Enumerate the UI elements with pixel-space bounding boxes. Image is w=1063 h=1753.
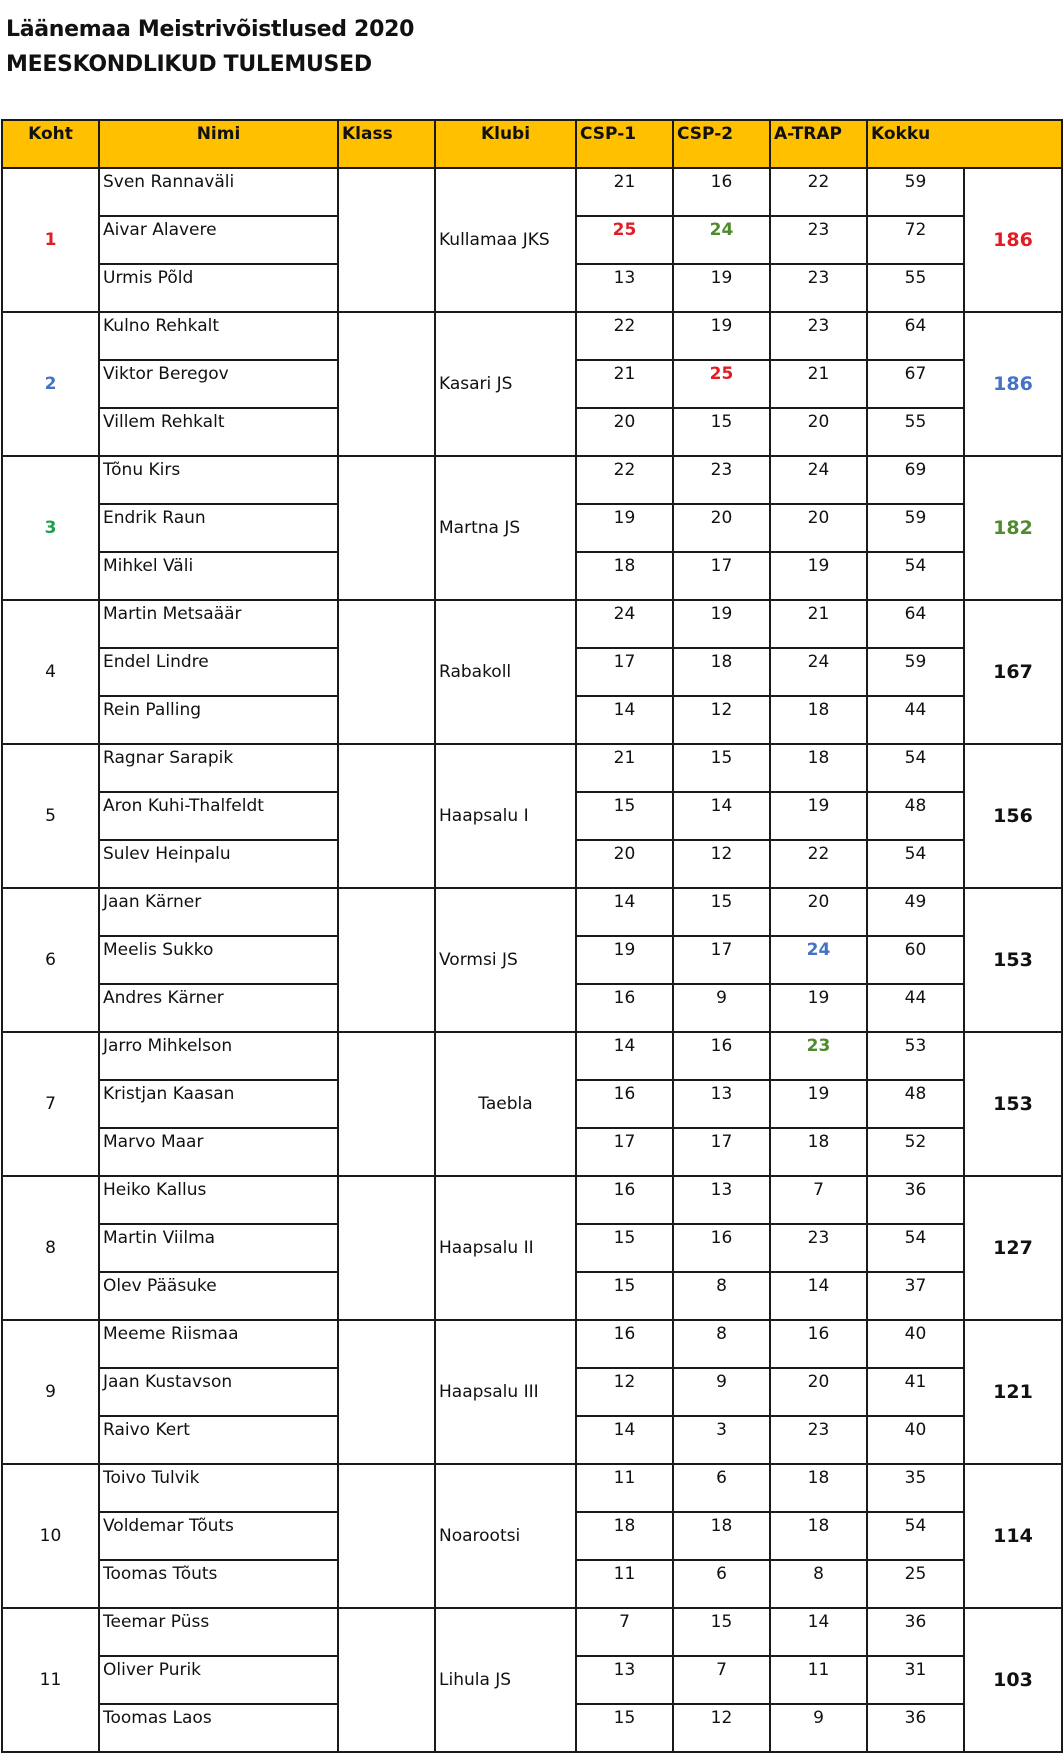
csp2-score: 16 — [673, 1224, 770, 1272]
atrap-score: 21 — [770, 600, 867, 648]
table-row — [2, 1608, 1062, 1656]
csp1-score: 18 — [576, 552, 673, 600]
club-cell: Haapsalu I — [435, 744, 576, 888]
class-cell — [338, 600, 435, 744]
csp2-score: 19 — [673, 264, 770, 312]
atrap-score: 14 — [770, 1608, 867, 1656]
athlete-name: Rein Palling — [99, 696, 338, 744]
athlete-total: 40 — [867, 1320, 964, 1368]
athlete-name: Aron Kuhi-Thalfeldt — [99, 792, 338, 840]
class-cell — [338, 456, 435, 600]
csp1-score: 14 — [576, 888, 673, 936]
table-row — [2, 600, 1062, 648]
csp2-score: 9 — [673, 1368, 770, 1416]
athlete-name: Toomas Tõuts — [99, 1560, 338, 1608]
team-total: 156 — [964, 744, 1062, 888]
athlete-total: 64 — [867, 312, 964, 360]
atrap-score: 23 — [770, 1224, 867, 1272]
athlete-total: 54 — [867, 744, 964, 792]
athlete-name: Ragnar Sarapik — [99, 744, 338, 792]
athlete-total: 40 — [867, 1416, 964, 1464]
athlete-total: 52 — [867, 1128, 964, 1176]
csp1-score: 17 — [576, 648, 673, 696]
athlete-name: Marvo Maar — [99, 1128, 338, 1176]
document-subtitle: MEESKONDLIKUD TULEMUSED — [6, 52, 372, 77]
atrap-score: 23 — [770, 1032, 867, 1080]
team-total: 186 — [964, 312, 1062, 456]
csp1-score: 24 — [576, 600, 673, 648]
athlete-name: Heiko Kallus — [99, 1176, 338, 1224]
athlete-total: 67 — [867, 360, 964, 408]
athlete-total: 55 — [867, 408, 964, 456]
csp2-score: 12 — [673, 1704, 770, 1752]
athlete-total: 48 — [867, 792, 964, 840]
team-total: 153 — [964, 1032, 1062, 1176]
athlete-name: Olev Pääsuke — [99, 1272, 338, 1320]
atrap-score: 19 — [770, 792, 867, 840]
athlete-name: Villem Rehkalt — [99, 408, 338, 456]
club-cell: Noarootsi — [435, 1464, 576, 1608]
class-cell — [338, 744, 435, 888]
csp2-score: 24 — [673, 216, 770, 264]
csp1-score: 15 — [576, 1704, 673, 1752]
atrap-score: 16 — [770, 1320, 867, 1368]
athlete-total: 55 — [867, 264, 964, 312]
csp1-score: 16 — [576, 1080, 673, 1128]
atrap-score: 18 — [770, 1464, 867, 1512]
club-cell: Lihula JS — [435, 1608, 576, 1752]
club-cell: Kasari JS — [435, 312, 576, 456]
athlete-total: 53 — [867, 1032, 964, 1080]
csp2-score: 20 — [673, 504, 770, 552]
csp2-score: 7 — [673, 1656, 770, 1704]
csp1-score: 21 — [576, 744, 673, 792]
csp2-score: 15 — [673, 1608, 770, 1656]
athlete-total: 49 — [867, 888, 964, 936]
csp1-score: 16 — [576, 1320, 673, 1368]
team-total: 103 — [964, 1608, 1062, 1752]
header-row — [2, 120, 1062, 168]
atrap-score: 9 — [770, 1704, 867, 1752]
athlete-name: Jarro Mihkelson — [99, 1032, 338, 1080]
athlete-name: Raivo Kert — [99, 1416, 338, 1464]
club-cell: Haapsalu III — [435, 1320, 576, 1464]
csp2-score: 12 — [673, 840, 770, 888]
place-cell: 7 — [2, 1032, 99, 1176]
atrap-score: 21 — [770, 360, 867, 408]
csp1-score: 16 — [576, 1176, 673, 1224]
csp1-score: 12 — [576, 1368, 673, 1416]
club-cell: Rabakoll — [435, 600, 576, 744]
csp2-score: 3 — [673, 1416, 770, 1464]
csp1-score: 16 — [576, 984, 673, 1032]
class-cell — [338, 1176, 435, 1320]
csp1-score: 19 — [576, 504, 673, 552]
club-cell: Taebla — [435, 1032, 576, 1176]
athlete-total: 48 — [867, 1080, 964, 1128]
class-cell — [338, 1464, 435, 1608]
place-cell: 6 — [2, 888, 99, 1032]
csp2-score: 17 — [673, 936, 770, 984]
class-cell — [338, 1608, 435, 1752]
athlete-name: Martin Viilma — [99, 1224, 338, 1272]
athlete-name: Kristjan Kaasan — [99, 1080, 338, 1128]
csp2-score: 8 — [673, 1272, 770, 1320]
header-nimi: Nimi — [99, 120, 338, 168]
class-cell — [338, 312, 435, 456]
csp2-score: 13 — [673, 1080, 770, 1128]
athlete-total: 36 — [867, 1176, 964, 1224]
team-total: 167 — [964, 600, 1062, 744]
csp2-score: 9 — [673, 984, 770, 1032]
csp1-score: 13 — [576, 1656, 673, 1704]
team-total: 182 — [964, 456, 1062, 600]
atrap-score: 23 — [770, 264, 867, 312]
athlete-total: 69 — [867, 456, 964, 504]
header-csp1: CSP-1 — [576, 120, 673, 168]
csp2-score: 15 — [673, 408, 770, 456]
csp2-score: 6 — [673, 1560, 770, 1608]
csp2-score: 12 — [673, 696, 770, 744]
csp1-score: 21 — [576, 360, 673, 408]
atrap-score: 19 — [770, 1080, 867, 1128]
athlete-total: 59 — [867, 504, 964, 552]
atrap-score: 20 — [770, 888, 867, 936]
header-atrap: A-TRAP — [770, 120, 867, 168]
atrap-score: 18 — [770, 696, 867, 744]
place-cell: 8 — [2, 1176, 99, 1320]
atrap-score: 20 — [770, 1368, 867, 1416]
csp1-score: 25 — [576, 216, 673, 264]
team-total: 153 — [964, 888, 1062, 1032]
athlete-total: 36 — [867, 1704, 964, 1752]
atrap-score: 19 — [770, 984, 867, 1032]
athlete-name: Viktor Beregov — [99, 360, 338, 408]
csp1-score: 11 — [576, 1464, 673, 1512]
table-row — [2, 456, 1062, 504]
atrap-score: 20 — [770, 408, 867, 456]
csp1-score: 22 — [576, 312, 673, 360]
csp1-score: 21 — [576, 168, 673, 216]
place-cell: 11 — [2, 1608, 99, 1752]
athlete-name: Aivar Alavere — [99, 216, 338, 264]
atrap-score: 19 — [770, 552, 867, 600]
table-row — [2, 1320, 1062, 1368]
csp2-score: 13 — [673, 1176, 770, 1224]
athlete-total: 54 — [867, 552, 964, 600]
athlete-total: 54 — [867, 840, 964, 888]
athlete-name: Tõnu Kirs — [99, 456, 338, 504]
athlete-total: 72 — [867, 216, 964, 264]
class-cell — [338, 1032, 435, 1176]
athlete-name: Jaan Kustavson — [99, 1368, 338, 1416]
class-cell — [338, 1320, 435, 1464]
csp2-score: 25 — [673, 360, 770, 408]
csp1-score: 20 — [576, 840, 673, 888]
athlete-name: Sulev Heinpalu — [99, 840, 338, 888]
athlete-name: Andres Kärner — [99, 984, 338, 1032]
atrap-score: 8 — [770, 1560, 867, 1608]
place-cell: 2 — [2, 312, 99, 456]
athlete-total: 35 — [867, 1464, 964, 1512]
atrap-score: 11 — [770, 1656, 867, 1704]
table-row — [2, 744, 1062, 792]
csp1-score: 17 — [576, 1128, 673, 1176]
csp1-score: 14 — [576, 1416, 673, 1464]
csp1-score: 7 — [576, 1608, 673, 1656]
athlete-name: Jaan Kärner — [99, 888, 338, 936]
club-cell: Haapsalu II — [435, 1176, 576, 1320]
athlete-name: Kulno Rehkalt — [99, 312, 338, 360]
csp2-score: 18 — [673, 1512, 770, 1560]
table-row — [2, 1032, 1062, 1080]
csp1-score: 14 — [576, 696, 673, 744]
class-cell — [338, 168, 435, 312]
csp1-score: 15 — [576, 1272, 673, 1320]
athlete-name: Urmis Põld — [99, 264, 338, 312]
atrap-score: 24 — [770, 648, 867, 696]
atrap-score: 23 — [770, 216, 867, 264]
atrap-score: 20 — [770, 504, 867, 552]
csp2-score: 14 — [673, 792, 770, 840]
csp1-score: 15 — [576, 792, 673, 840]
csp1-score: 11 — [576, 1560, 673, 1608]
club-cell: Martna JS — [435, 456, 576, 600]
athlete-total: 25 — [867, 1560, 964, 1608]
table-row — [2, 168, 1062, 216]
header-kokku: Kokku — [867, 120, 1062, 168]
csp2-score: 8 — [673, 1320, 770, 1368]
athlete-name: Toomas Laos — [99, 1704, 338, 1752]
header-koht: Koht — [2, 120, 99, 168]
club-cell: Vormsi JS — [435, 888, 576, 1032]
class-cell — [338, 888, 435, 1032]
atrap-score: 14 — [770, 1272, 867, 1320]
csp2-score: 16 — [673, 168, 770, 216]
athlete-total: 59 — [867, 168, 964, 216]
athlete-total: 59 — [867, 648, 964, 696]
athlete-total: 31 — [867, 1656, 964, 1704]
results-body — [2, 168, 1062, 1752]
athlete-total: 36 — [867, 1608, 964, 1656]
csp2-score: 17 — [673, 1128, 770, 1176]
csp2-score: 15 — [673, 744, 770, 792]
athlete-total: 54 — [867, 1512, 964, 1560]
athlete-total: 44 — [867, 696, 964, 744]
athlete-name: Oliver Purik — [99, 1656, 338, 1704]
athlete-name: Sven Rannaväli — [99, 168, 338, 216]
atrap-score: 22 — [770, 168, 867, 216]
place-cell: 9 — [2, 1320, 99, 1464]
athlete-name: Teemar Püss — [99, 1608, 338, 1656]
athlete-name: Endel Lindre — [99, 648, 338, 696]
atrap-score: 23 — [770, 1416, 867, 1464]
header-csp2: CSP-2 — [673, 120, 770, 168]
csp2-score: 6 — [673, 1464, 770, 1512]
results-table — [1, 119, 1063, 1753]
team-total: 121 — [964, 1320, 1062, 1464]
team-total: 127 — [964, 1176, 1062, 1320]
team-total: 186 — [964, 168, 1062, 312]
csp1-score: 13 — [576, 264, 673, 312]
place-cell: 3 — [2, 456, 99, 600]
header-klubi: Klubi — [435, 120, 576, 168]
csp1-score: 19 — [576, 936, 673, 984]
team-total: 114 — [964, 1464, 1062, 1608]
athlete-name: Meeme Riismaa — [99, 1320, 338, 1368]
atrap-score: 24 — [770, 456, 867, 504]
atrap-score: 18 — [770, 744, 867, 792]
atrap-score: 18 — [770, 1512, 867, 1560]
atrap-score: 24 — [770, 936, 867, 984]
atrap-score: 18 — [770, 1128, 867, 1176]
atrap-score: 7 — [770, 1176, 867, 1224]
atrap-score: 22 — [770, 840, 867, 888]
csp2-score: 17 — [673, 552, 770, 600]
athlete-name: Martin Metsaäär — [99, 600, 338, 648]
athlete-name: Voldemar Tõuts — [99, 1512, 338, 1560]
atrap-score: 23 — [770, 312, 867, 360]
csp1-score: 15 — [576, 1224, 673, 1272]
table-row — [2, 1464, 1062, 1512]
csp1-score: 14 — [576, 1032, 673, 1080]
csp1-score: 22 — [576, 456, 673, 504]
csp1-score: 18 — [576, 1512, 673, 1560]
csp2-score: 23 — [673, 456, 770, 504]
csp2-score: 19 — [673, 600, 770, 648]
athlete-total: 37 — [867, 1272, 964, 1320]
csp2-score: 15 — [673, 888, 770, 936]
athlete-total: 41 — [867, 1368, 964, 1416]
csp1-score: 20 — [576, 408, 673, 456]
athlete-total: 64 — [867, 600, 964, 648]
club-cell: Kullamaa JKS — [435, 168, 576, 312]
csp2-score: 19 — [673, 312, 770, 360]
athlete-name: Mihkel Väli — [99, 552, 338, 600]
athlete-name: Toivo Tulvik — [99, 1464, 338, 1512]
place-cell: 1 — [2, 168, 99, 312]
athlete-name: Meelis Sukko — [99, 936, 338, 984]
header-klass: Klass — [338, 120, 435, 168]
csp2-score: 16 — [673, 1032, 770, 1080]
place-cell: 4 — [2, 600, 99, 744]
table-row — [2, 888, 1062, 936]
athlete-total: 54 — [867, 1224, 964, 1272]
place-cell: 10 — [2, 1464, 99, 1608]
table-row — [2, 1176, 1062, 1224]
athlete-total: 60 — [867, 936, 964, 984]
document-title: Läänemaa Meistrivõistlused 2020 — [6, 17, 415, 42]
place-cell: 5 — [2, 744, 99, 888]
athlete-total: 44 — [867, 984, 964, 1032]
athlete-name: Endrik Raun — [99, 504, 338, 552]
csp2-score: 18 — [673, 648, 770, 696]
table-row — [2, 312, 1062, 360]
